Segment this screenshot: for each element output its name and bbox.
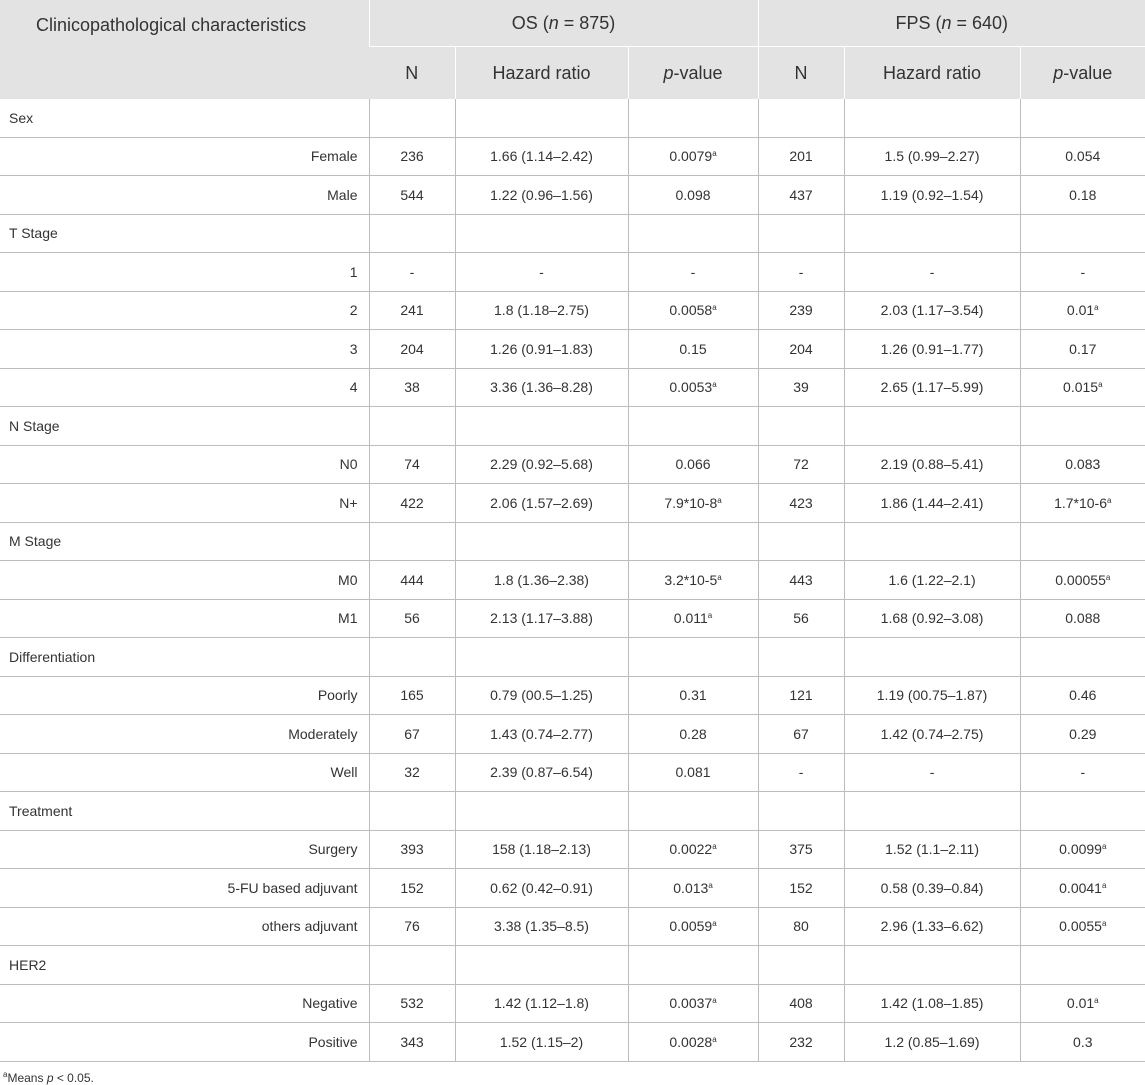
fps-p-cell bbox=[1020, 368, 1145, 407]
os-n-cell: 74 bbox=[369, 445, 455, 484]
group-row bbox=[0, 946, 1145, 985]
group-row bbox=[0, 522, 1145, 561]
fps-n-cell: 56 bbox=[758, 599, 844, 638]
os-n-cell: 393 bbox=[369, 830, 455, 869]
fps-hr-cell: 2.19 (0.88–5.41) bbox=[844, 445, 1020, 484]
group-label: N Stage bbox=[0, 407, 369, 446]
row-label: Surgery bbox=[0, 830, 369, 869]
p-value-text: 0.0037 bbox=[669, 995, 713, 1012]
significance-mark: a bbox=[712, 149, 717, 159]
p-value-text: 0.18 bbox=[1069, 186, 1097, 203]
p-value-text: 0.098 bbox=[675, 186, 711, 203]
os-hr-cell: 2.06 (1.57–2.69) bbox=[455, 484, 628, 523]
p-value-text: 0.081 bbox=[675, 764, 711, 781]
fps-p-cell bbox=[1020, 599, 1145, 638]
os-p-cell bbox=[628, 368, 758, 407]
os-p-cell bbox=[628, 715, 758, 754]
row-label: Male bbox=[0, 176, 369, 215]
fps-p-cell bbox=[1020, 984, 1145, 1023]
significance-mark: a bbox=[1098, 380, 1103, 390]
p-value-text: 0.15 bbox=[679, 340, 707, 357]
table-row bbox=[0, 137, 1145, 176]
group-row bbox=[0, 638, 1145, 677]
os-n-cell: 422 bbox=[369, 484, 455, 523]
table-row bbox=[0, 253, 1145, 292]
os-p-cell bbox=[628, 291, 758, 330]
table-row bbox=[0, 445, 1145, 484]
fps-hr-cell: 2.03 (1.17–3.54) bbox=[844, 291, 1020, 330]
row-label: Poorly bbox=[0, 676, 369, 715]
empty-cell bbox=[1020, 792, 1145, 831]
p-value-text: 0.28 bbox=[679, 725, 707, 742]
empty-cell bbox=[628, 522, 758, 561]
p-value-text: 0.083 bbox=[1065, 456, 1101, 473]
significance-mark: a bbox=[712, 996, 717, 1006]
significance-mark: a bbox=[1101, 880, 1107, 890]
significance-mark: a bbox=[712, 303, 717, 313]
table-row bbox=[0, 368, 1145, 407]
empty-cell bbox=[1020, 522, 1145, 561]
row-label: 4 bbox=[0, 368, 369, 407]
significance-mark: a bbox=[712, 380, 717, 390]
p-value-text: 0.0022 bbox=[669, 841, 713, 858]
p-value-text: 0.01 bbox=[1066, 302, 1095, 319]
p-value-text: 1.7*10-6 bbox=[1054, 494, 1108, 511]
os-p-cell bbox=[628, 253, 758, 292]
significance-mark: a bbox=[1094, 303, 1099, 313]
p-value-text: 0.17 bbox=[1069, 340, 1097, 357]
empty-cell bbox=[369, 214, 455, 253]
fps-p-cell bbox=[1020, 1023, 1145, 1062]
empty-cell bbox=[455, 99, 628, 137]
table-row bbox=[0, 484, 1145, 523]
characteristics-header: Clinicopathological characteristics bbox=[0, 0, 369, 99]
row-label: 5-FU based adjuvant bbox=[0, 869, 369, 908]
fps-p-cell bbox=[1020, 869, 1145, 908]
fps-hr-cell: 1.19 (00.75–1.87) bbox=[844, 676, 1020, 715]
significance-mark: a bbox=[717, 572, 722, 582]
p-value-text: 0.0079 bbox=[669, 148, 713, 165]
empty-cell bbox=[1020, 407, 1145, 446]
row-label: N0 bbox=[0, 445, 369, 484]
significance-mark: a bbox=[712, 842, 717, 852]
table-row bbox=[0, 715, 1145, 754]
os-hr-cell: 2.13 (1.17–3.88) bbox=[455, 599, 628, 638]
fps-n-cell: 39 bbox=[758, 368, 844, 407]
fps-n-cell: - bbox=[758, 253, 844, 292]
os-hr-cell: 0.62 (0.42–0.91) bbox=[455, 869, 628, 908]
significance-mark: a bbox=[712, 919, 717, 929]
os-n-cell: 56 bbox=[369, 599, 455, 638]
p-value-text: - bbox=[1080, 263, 1086, 280]
os-hr-cell: - bbox=[455, 253, 628, 292]
fps-hr-cell: - bbox=[844, 753, 1020, 792]
table-row bbox=[0, 561, 1145, 600]
p-value-text: 7.9*10-8 bbox=[664, 494, 718, 511]
group-row bbox=[0, 99, 1145, 137]
fps-n-cell: 204 bbox=[758, 330, 844, 369]
p-value-text: 0.0053 bbox=[669, 379, 713, 396]
fps-n-cell: 67 bbox=[758, 715, 844, 754]
footnote: $^a$Means p < 0.05. bbox=[3, 1069, 94, 1085]
fps-hr-cell: 1.86 (1.44–2.41) bbox=[844, 484, 1020, 523]
os-hr-cell: 1.66 (1.14–2.42) bbox=[455, 137, 628, 176]
fps-n-header: N bbox=[758, 47, 844, 100]
empty-cell bbox=[758, 522, 844, 561]
p-value-text: 0.015 bbox=[1063, 379, 1099, 396]
significance-mark: a bbox=[1107, 495, 1112, 505]
os-p-cell bbox=[628, 753, 758, 792]
empty-cell bbox=[628, 792, 758, 831]
fps-n-cell: 80 bbox=[758, 907, 844, 946]
fps-hr-cell: 1.26 (0.91–1.77) bbox=[844, 330, 1020, 369]
fps-p-cell bbox=[1020, 561, 1145, 600]
os-hr-cell: 2.39 (0.87–6.54) bbox=[455, 753, 628, 792]
fps-n-cell: 375 bbox=[758, 830, 844, 869]
fps-p-cell bbox=[1020, 484, 1145, 523]
fps-hr-cell: 1.5 (0.99–2.27) bbox=[844, 137, 1020, 176]
empty-cell bbox=[844, 522, 1020, 561]
fps-p-cell bbox=[1020, 137, 1145, 176]
empty-cell bbox=[844, 99, 1020, 137]
p-value-text: 0.054 bbox=[1065, 148, 1101, 165]
table-row bbox=[0, 869, 1145, 908]
os-p-cell bbox=[628, 599, 758, 638]
os-n-cell: 165 bbox=[369, 676, 455, 715]
fps-n-cell: 201 bbox=[758, 137, 844, 176]
significance-mark: a bbox=[708, 880, 713, 890]
table-row bbox=[0, 907, 1145, 946]
fps-p-cell bbox=[1020, 253, 1145, 292]
fps-n-cell: 152 bbox=[758, 869, 844, 908]
os-n-cell: 241 bbox=[369, 291, 455, 330]
p-value-text: 0.0058 bbox=[669, 302, 713, 319]
p-value-text: 0.0041 bbox=[1059, 879, 1102, 896]
fps-hr-cell: 1.42 (1.08–1.85) bbox=[844, 984, 1020, 1023]
os-p-cell bbox=[628, 869, 758, 908]
p-value-text: 0.088 bbox=[1065, 610, 1101, 627]
fps-hr-cell: 2.65 (1.17–5.99) bbox=[844, 368, 1020, 407]
row-label: 1 bbox=[0, 253, 369, 292]
os-p-cell bbox=[628, 176, 758, 215]
empty-cell bbox=[844, 638, 1020, 677]
fps-n-cell: 72 bbox=[758, 445, 844, 484]
significance-mark: a bbox=[1101, 919, 1107, 929]
p-value-text: 0.0055 bbox=[1059, 918, 1102, 935]
empty-cell bbox=[369, 99, 455, 137]
os-hr-cell: 3.36 (1.36–8.28) bbox=[455, 368, 628, 407]
group-label: HER2 bbox=[0, 946, 369, 985]
table-row bbox=[0, 1023, 1145, 1062]
fps-hr-cell: 1.68 (0.92–3.08) bbox=[844, 599, 1020, 638]
os-hr-cell: 0.79 (00.5–1.25) bbox=[455, 676, 628, 715]
fps-n-cell: 443 bbox=[758, 561, 844, 600]
empty-cell bbox=[455, 407, 628, 446]
os-p-cell bbox=[628, 484, 758, 523]
os-p-cell bbox=[628, 137, 758, 176]
fps-n-cell: 232 bbox=[758, 1023, 844, 1062]
row-label: 3 bbox=[0, 330, 369, 369]
fps-p-cell bbox=[1020, 445, 1145, 484]
p-value-text: 0.46 bbox=[1069, 687, 1097, 704]
row-label: Moderately bbox=[0, 715, 369, 754]
row-label: Negative bbox=[0, 984, 369, 1023]
empty-cell bbox=[628, 99, 758, 137]
p-value-text: 0.31 bbox=[679, 687, 707, 704]
fps-hr-header: Hazard ratio bbox=[844, 47, 1020, 100]
fps-n-cell: 121 bbox=[758, 676, 844, 715]
p-value-text: 0.29 bbox=[1069, 725, 1097, 742]
os-p-cell bbox=[628, 984, 758, 1023]
table-row bbox=[0, 176, 1145, 215]
table-row bbox=[0, 830, 1145, 869]
group-row bbox=[0, 407, 1145, 446]
p-value-text: 0.3 bbox=[1073, 1033, 1093, 1050]
os-hr-cell: 1.43 (0.74–2.77) bbox=[455, 715, 628, 754]
os-hr-cell: 1.8 (1.36–2.38) bbox=[455, 561, 628, 600]
fps-p-cell bbox=[1020, 715, 1145, 754]
p-value-text: 0.00055 bbox=[1055, 571, 1106, 588]
empty-cell bbox=[369, 407, 455, 446]
fps-n-cell: - bbox=[758, 753, 844, 792]
empty-cell bbox=[369, 792, 455, 831]
table-row bbox=[0, 984, 1145, 1023]
os-hr-cell: 1.52 (1.15–2) bbox=[455, 1023, 628, 1062]
fps-hr-cell: 1.2 (0.85–1.69) bbox=[844, 1023, 1020, 1062]
empty-cell bbox=[455, 638, 628, 677]
empty-cell bbox=[455, 792, 628, 831]
empty-cell bbox=[758, 214, 844, 253]
os-header: OS (n = 875) bbox=[369, 0, 758, 47]
empty-cell bbox=[628, 638, 758, 677]
empty-cell bbox=[1020, 214, 1145, 253]
fps-p-cell bbox=[1020, 676, 1145, 715]
group-label: Treatment bbox=[0, 792, 369, 831]
empty-cell bbox=[844, 407, 1020, 446]
fps-hr-cell: 1.52 (1.1–2.11) bbox=[844, 830, 1020, 869]
row-label: Positive bbox=[0, 1023, 369, 1062]
fps-p-cell bbox=[1020, 907, 1145, 946]
fps-p-header: p-value bbox=[1020, 47, 1145, 100]
fps-hr-cell: - bbox=[844, 253, 1020, 292]
table-row bbox=[0, 676, 1145, 715]
significance-mark: a bbox=[1101, 842, 1107, 852]
empty-cell bbox=[758, 792, 844, 831]
empty-cell bbox=[369, 946, 455, 985]
fps-hr-cell: 0.58 (0.39–0.84) bbox=[844, 869, 1020, 908]
empty-cell bbox=[628, 407, 758, 446]
p-value-text: 0.066 bbox=[675, 456, 711, 473]
os-hr-cell: 1.26 (0.91–1.83) bbox=[455, 330, 628, 369]
fps-p-cell bbox=[1020, 176, 1145, 215]
empty-cell bbox=[844, 946, 1020, 985]
os-n-cell: 236 bbox=[369, 137, 455, 176]
fps-hr-cell: 1.42 (0.74–2.75) bbox=[844, 715, 1020, 754]
empty-cell bbox=[455, 214, 628, 253]
fps-hr-cell: 1.19 (0.92–1.54) bbox=[844, 176, 1020, 215]
row-label: 2 bbox=[0, 291, 369, 330]
p-value-text: 0.013 bbox=[673, 879, 709, 896]
fps-n-cell: 408 bbox=[758, 984, 844, 1023]
group-row bbox=[0, 214, 1145, 253]
table-row bbox=[0, 291, 1145, 330]
os-n-cell: 532 bbox=[369, 984, 455, 1023]
os-hr-cell: 1.42 (1.12–1.8) bbox=[455, 984, 628, 1023]
os-hr-cell: 3.38 (1.35–8.5) bbox=[455, 907, 628, 946]
os-hr-cell: 158 (1.18–2.13) bbox=[455, 830, 628, 869]
os-p-header: p-value bbox=[628, 47, 758, 100]
os-p-cell bbox=[628, 1023, 758, 1062]
group-label: M Stage bbox=[0, 522, 369, 561]
os-p-cell bbox=[628, 907, 758, 946]
significance-mark: a bbox=[1105, 572, 1111, 582]
p-value-text: 0.0028 bbox=[669, 1033, 713, 1050]
p-value-text: 0.011 bbox=[673, 610, 708, 627]
os-hr-cell: 1.8 (1.18–2.75) bbox=[455, 291, 628, 330]
significance-mark: a bbox=[712, 1034, 717, 1044]
os-n-cell: 38 bbox=[369, 368, 455, 407]
table-body bbox=[0, 99, 1145, 1061]
empty-cell bbox=[758, 946, 844, 985]
empty-cell bbox=[844, 792, 1020, 831]
empty-cell bbox=[369, 522, 455, 561]
p-value-text: 3.2*10-5 bbox=[664, 571, 718, 588]
table-row bbox=[0, 330, 1145, 369]
p-value-text: 0.01 bbox=[1066, 995, 1095, 1012]
os-p-cell bbox=[628, 830, 758, 869]
os-n-cell: 67 bbox=[369, 715, 455, 754]
os-hr-cell: 1.22 (0.96–1.56) bbox=[455, 176, 628, 215]
empty-cell bbox=[628, 214, 758, 253]
significance-mark: a bbox=[717, 495, 722, 505]
empty-cell bbox=[844, 214, 1020, 253]
significance-mark: a bbox=[1094, 996, 1099, 1006]
group-row bbox=[0, 792, 1145, 831]
fps-p-cell bbox=[1020, 753, 1145, 792]
row-label: Well bbox=[0, 753, 369, 792]
fps-n-cell: 239 bbox=[758, 291, 844, 330]
os-p-cell bbox=[628, 445, 758, 484]
empty-cell bbox=[1020, 638, 1145, 677]
fps-hr-cell: 2.96 (1.33–6.62) bbox=[844, 907, 1020, 946]
row-label: M0 bbox=[0, 561, 369, 600]
empty-cell bbox=[758, 407, 844, 446]
p-value-text: - bbox=[690, 263, 696, 280]
fps-n-cell: 423 bbox=[758, 484, 844, 523]
p-value-text: - bbox=[1080, 764, 1086, 781]
group-label: T Stage bbox=[0, 214, 369, 253]
empty-cell bbox=[1020, 99, 1145, 137]
os-n-cell: 544 bbox=[369, 176, 455, 215]
row-label: others adjuvant bbox=[0, 907, 369, 946]
os-n-cell: 204 bbox=[369, 330, 455, 369]
os-p-cell bbox=[628, 676, 758, 715]
fps-n-cell: 437 bbox=[758, 176, 844, 215]
os-hr-cell: 2.29 (0.92–5.68) bbox=[455, 445, 628, 484]
empty-cell bbox=[1020, 946, 1145, 985]
os-n-cell: 32 bbox=[369, 753, 455, 792]
empty-cell bbox=[455, 522, 628, 561]
fps-hr-cell: 1.6 (1.22–2.1) bbox=[844, 561, 1020, 600]
p-value-text: 0.0059 bbox=[669, 918, 713, 935]
os-n-header: N bbox=[369, 47, 455, 100]
fps-p-cell bbox=[1020, 830, 1145, 869]
group-label: Sex bbox=[0, 99, 369, 137]
significance-mark: a bbox=[707, 611, 713, 621]
fps-header: FPS (n = 640) bbox=[758, 0, 1145, 47]
table-row bbox=[0, 599, 1145, 638]
empty-cell bbox=[369, 638, 455, 677]
empty-cell bbox=[628, 946, 758, 985]
empty-cell bbox=[758, 99, 844, 137]
row-label: M1 bbox=[0, 599, 369, 638]
row-label: Female bbox=[0, 137, 369, 176]
os-p-cell bbox=[628, 330, 758, 369]
fps-p-cell bbox=[1020, 330, 1145, 369]
os-hr-header: Hazard ratio bbox=[455, 47, 628, 100]
fps-p-cell bbox=[1020, 291, 1145, 330]
p-value-text: 0.0099 bbox=[1059, 841, 1102, 858]
empty-cell bbox=[758, 638, 844, 677]
os-n-cell: 152 bbox=[369, 869, 455, 908]
os-n-cell: 444 bbox=[369, 561, 455, 600]
os-n-cell: 343 bbox=[369, 1023, 455, 1062]
group-label: Differentiation bbox=[0, 638, 369, 677]
table-row bbox=[0, 753, 1145, 792]
os-p-cell bbox=[628, 561, 758, 600]
os-n-cell: - bbox=[369, 253, 455, 292]
row-label: N+ bbox=[0, 484, 369, 523]
os-n-cell: 76 bbox=[369, 907, 455, 946]
empty-cell bbox=[455, 946, 628, 985]
